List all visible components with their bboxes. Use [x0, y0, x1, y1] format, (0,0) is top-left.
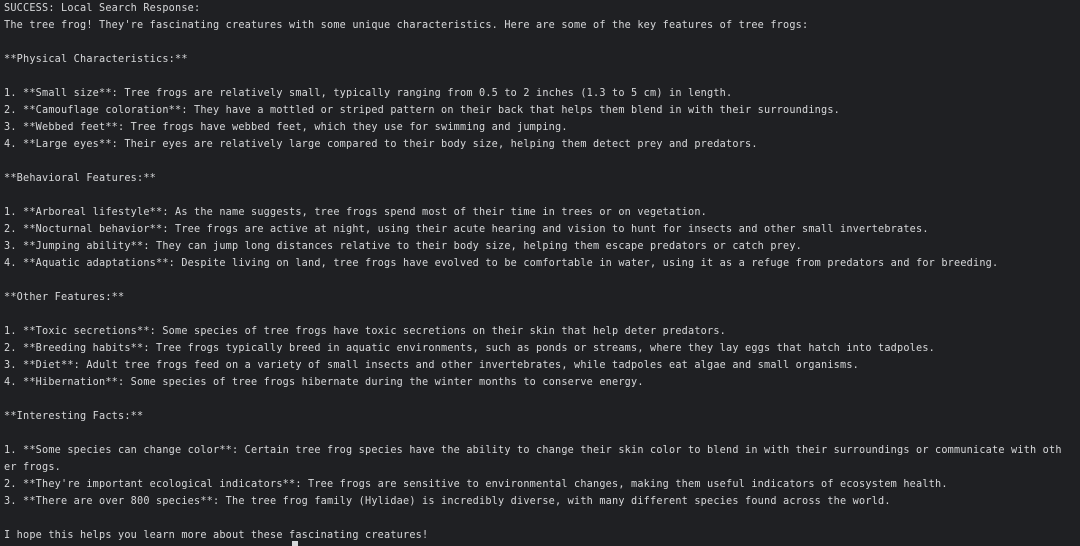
list-item: 4. **Hibernation**: Some species of tree frogs hibernate during the winter months to conserve energy. [4, 377, 644, 388]
status-line: SUCCESS: Local Search Response: [4, 3, 201, 14]
list-item: 3. **Diet**: Adult tree frogs feed on a variety of small insects and other invertebrates, while tadpoles eat algae and small organisms. [4, 360, 860, 371]
list-item: 4. **Large eyes**: Their eyes are relatively large compared to their body size, helping them detect prey and predators. [4, 139, 758, 150]
list-item: 2. **They're important ecological indicators**: Tree frogs are sensitive to environmental changes, making them useful indicators of ecosystem health. [4, 479, 948, 490]
blank-line [4, 68, 1080, 85]
closing-line: I hope this helps you learn more about these fascinating creatures! [4, 530, 429, 541]
list-item: 1. **Small size**: Tree frogs are relatively small, typically ranging from 0.5 to 2 inches (1.3 to 5 cm) in length. [4, 88, 733, 99]
list-item: 3. **Webbed feet**: Tree frogs have webbed feet, which they use for swimming and jumping. [4, 122, 568, 133]
list-item: 1. **Toxic secretions**: Some species of tree frogs have toxic secretions on their skin that help deter predators. [4, 326, 727, 337]
list-item: 2. **Camouflage coloration**: They have a mottled or striped pattern on their back that helps them blend in with their surroundings. [4, 105, 841, 116]
blank-line [4, 306, 1080, 323]
list-item: 2. **Nocturnal behavior**: Tree frogs are active at night, using their acute hearing and vision to hunt for insects and other small invertebrates. [4, 224, 929, 235]
list-item: 4. **Aquatic adaptations**: Despite living on land, tree frogs have evolved to be comfortable in water, using it as a refuge from predators and for breeding. [4, 258, 999, 269]
section-heading-facts: **Interesting Facts:** [4, 411, 144, 422]
list-item: 3. **There are over 800 species**: The tree frog family (Hylidae) is incredibly diverse, with many different species found across the world. [4, 496, 891, 507]
section-heading-physical: **Physical Characteristics:** [4, 54, 188, 65]
intro-line: The tree frog! They're fascinating creatures with some unique characteristics. Here are some of the key features of tree frogs: [4, 20, 809, 31]
blank-line [4, 187, 1080, 204]
list-item: 2. **Breeding habits**: Tree frogs typically breed in aquatic environments, such as ponds or streams, where they lay eggs that hatch into tadpoles. [4, 343, 936, 354]
blank-line [4, 510, 1080, 527]
blank-line [4, 272, 1080, 289]
blank-line [4, 425, 1080, 442]
text-cursor [292, 541, 298, 546]
list-item: 3. **Jumping ability**: They can jump long distances relative to their body size, helping them escape predators or catch prey. [4, 241, 803, 252]
blank-line [4, 153, 1080, 170]
list-item: 1. **Some species can change color**: Certain tree frog species have the ability to change their skin color to blend in with their surroundings or communicate with oth [4, 445, 1062, 456]
section-heading-behavioral: **Behavioral Features:** [4, 173, 157, 184]
list-item: 1. **Arboreal lifestyle**: As the name suggests, tree frogs spend most of their time in trees or on vegetation. [4, 207, 708, 218]
list-item-continuation: er frogs. [4, 462, 62, 473]
blank-line [4, 34, 1080, 51]
blank-line [4, 391, 1080, 408]
section-heading-other: **Other Features:** [4, 292, 125, 303]
